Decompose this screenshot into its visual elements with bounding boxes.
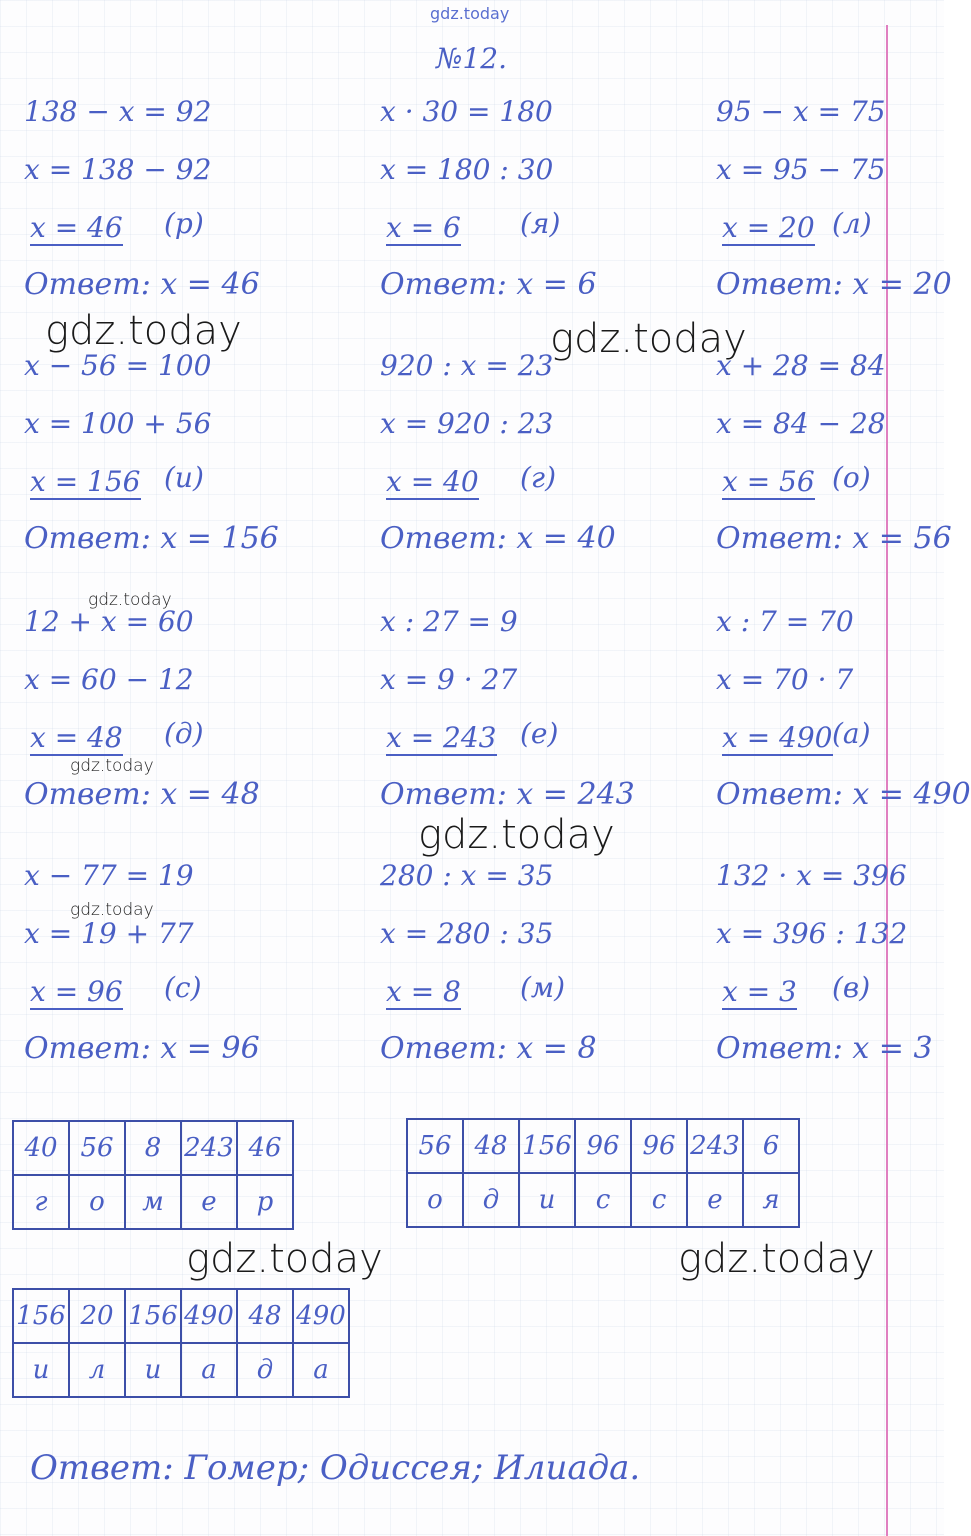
equation-step: x = 280 : 35 xyxy=(380,917,554,950)
equation-result: x = 96 xyxy=(30,975,123,1008)
code-number-cell: 490 xyxy=(181,1289,237,1343)
code-number-cell: 96 xyxy=(575,1119,631,1173)
code-number-cell: 20 xyxy=(69,1289,125,1343)
equation-letter: (с) xyxy=(164,971,202,1004)
code-letter-cell: д xyxy=(237,1343,293,1397)
watermark: gdz.today xyxy=(186,1236,383,1282)
equation-eq: 280 : x = 35 xyxy=(380,859,554,892)
code-letter-cell: м xyxy=(125,1175,181,1229)
equation-eq: 132 · x = 396 xyxy=(716,859,907,892)
watermark: gdz.today xyxy=(88,590,172,610)
code-letter-cell: о xyxy=(407,1173,463,1227)
equation-answer: Ответ: x = 490 xyxy=(716,777,971,812)
equation-result: x = 6 xyxy=(386,211,461,244)
equation-eq: x : 27 = 9 xyxy=(380,605,518,638)
watermark: gdz.today xyxy=(45,308,242,354)
equation-step: x = 396 : 132 xyxy=(716,917,908,950)
code-number-cell: 40 xyxy=(13,1121,69,1175)
equation-answer: Ответ: x = 8 xyxy=(380,1031,597,1066)
code-letter-cell: о xyxy=(69,1175,125,1229)
equation-answer: Ответ: x = 56 xyxy=(716,521,952,556)
equation-step: x = 920 : 23 xyxy=(380,407,554,440)
watermark: gdz.today xyxy=(550,316,747,362)
equation-letter: (о) xyxy=(832,461,871,494)
code-number-cell: 156 xyxy=(13,1289,69,1343)
code-number-cell: 48 xyxy=(463,1119,519,1173)
code-number-cell: 156 xyxy=(125,1289,181,1343)
equation-eq: x − 56 = 100 xyxy=(24,349,212,382)
code-number-cell: 8 xyxy=(125,1121,181,1175)
equation-letter: (д) xyxy=(164,717,204,750)
equation-step: x = 138 − 92 xyxy=(24,153,212,186)
code-number-cell: 6 xyxy=(743,1119,799,1173)
equation-step: x = 9 · 27 xyxy=(380,663,518,696)
equation-step: x = 100 + 56 xyxy=(24,407,212,440)
code-letter-cell: и xyxy=(519,1173,575,1227)
equation-result: x = 46 xyxy=(30,211,123,244)
code-letter-cell: д xyxy=(463,1173,519,1227)
code-letter-cell: р xyxy=(237,1175,293,1229)
code-table-numbers-row xyxy=(13,1289,349,1343)
equation-answer: Ответ: x = 20 xyxy=(716,267,952,302)
equation-eq: x : 7 = 70 xyxy=(716,605,854,638)
code-number-cell: 48 xyxy=(237,1289,293,1343)
code-table-homer xyxy=(12,1120,294,1230)
equation-eq: x + 28 = 84 xyxy=(716,349,886,382)
watermark: gdz.today xyxy=(70,756,154,776)
equation-answer: Ответ: x = 40 xyxy=(380,521,616,556)
code-letter-cell: г xyxy=(13,1175,69,1229)
equation-eq: x − 77 = 19 xyxy=(24,859,194,892)
code-number-cell: 56 xyxy=(407,1119,463,1173)
equation-result: x = 156 xyxy=(30,465,141,498)
code-table-letters-row xyxy=(407,1173,799,1227)
equation-step: x = 70 · 7 xyxy=(716,663,854,696)
code-number-cell: 243 xyxy=(687,1119,743,1173)
equation-eq: 95 − x = 75 xyxy=(716,95,886,128)
equation-step: x = 180 : 30 xyxy=(380,153,554,186)
equation-step: x = 84 − 28 xyxy=(716,407,886,440)
code-letter-cell: с xyxy=(575,1173,631,1227)
equation-letter: (л) xyxy=(832,207,872,240)
equation-letter: (р) xyxy=(164,207,204,240)
code-number-cell: 490 xyxy=(293,1289,349,1343)
equation-letter: (я) xyxy=(520,207,561,240)
code-letter-cell: и xyxy=(125,1343,181,1397)
equation-result: x = 490 xyxy=(722,721,833,754)
code-table-numbers-row xyxy=(13,1121,293,1175)
equation-letter: (м) xyxy=(520,971,566,1004)
equation-answer: Ответ: x = 243 xyxy=(380,777,635,812)
watermark-top: gdz.today xyxy=(430,4,510,23)
equation-result: x = 8 xyxy=(386,975,461,1008)
equation-letter: (е) xyxy=(520,717,559,750)
code-letter-cell: е xyxy=(181,1175,237,1229)
code-letter-cell: а xyxy=(293,1343,349,1397)
equation-letter: (в) xyxy=(832,971,871,1004)
code-letter-cell: и xyxy=(13,1343,69,1397)
code-letter-cell: а xyxy=(181,1343,237,1397)
watermark: gdz.today xyxy=(418,812,615,858)
equation-step: x = 95 − 75 xyxy=(716,153,886,186)
equation-eq: x · 30 = 180 xyxy=(380,95,553,128)
equation-result: x = 40 xyxy=(386,465,479,498)
equation-answer: Ответ: x = 6 xyxy=(380,267,597,302)
equation-answer: Ответ: x = 96 xyxy=(24,1031,260,1066)
equation-step: x = 19 + 77 xyxy=(24,917,194,950)
exercise-number: №12. xyxy=(436,42,508,75)
equation-result: x = 3 xyxy=(722,975,797,1008)
equation-answer: Ответ: x = 46 xyxy=(24,267,260,302)
code-letter-cell: я xyxy=(743,1173,799,1227)
equation-eq: 138 − x = 92 xyxy=(24,95,212,128)
code-letter-cell: с xyxy=(631,1173,687,1227)
code-number-cell: 46 xyxy=(237,1121,293,1175)
watermark: gdz.today xyxy=(70,900,154,920)
equation-result: x = 20 xyxy=(722,211,815,244)
code-table-letters-row xyxy=(13,1343,349,1397)
code-table-numbers-row xyxy=(407,1119,799,1173)
code-number-cell: 96 xyxy=(631,1119,687,1173)
equation-result: x = 243 xyxy=(386,721,497,754)
equation-result: x = 56 xyxy=(722,465,815,498)
code-table-iliad xyxy=(12,1288,350,1398)
code-number-cell: 243 xyxy=(181,1121,237,1175)
code-number-cell: 156 xyxy=(519,1119,575,1173)
code-number-cell: 56 xyxy=(69,1121,125,1175)
code-table-odyssey xyxy=(406,1118,800,1228)
equation-answer: Ответ: x = 48 xyxy=(24,777,260,812)
code-table-letters-row xyxy=(13,1175,293,1229)
equation-letter: (г) xyxy=(520,461,556,494)
final-answer: Ответ: Гомер; Одиссея; Илиада. xyxy=(30,1448,641,1488)
equation-letter: (а) xyxy=(832,717,871,750)
watermark: gdz.today xyxy=(678,1236,875,1282)
equation-answer: Ответ: x = 156 xyxy=(24,521,279,556)
equation-letter: (и) xyxy=(164,461,204,494)
code-letter-cell: л xyxy=(69,1343,125,1397)
equation-eq: 12 + x = 60 xyxy=(24,605,194,638)
equation-result: x = 48 xyxy=(30,721,123,754)
code-letter-cell: е xyxy=(687,1173,743,1227)
equation-answer: Ответ: x = 3 xyxy=(716,1031,933,1066)
equation-eq: 920 : x = 23 xyxy=(380,349,554,382)
equation-step: x = 60 − 12 xyxy=(24,663,194,696)
